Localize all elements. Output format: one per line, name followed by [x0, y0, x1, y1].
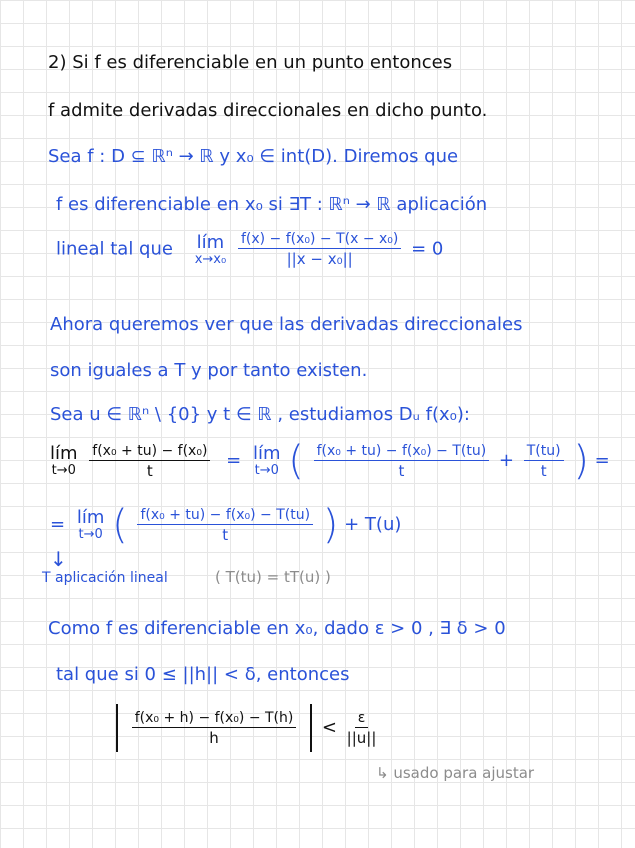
remainder-quotient [137, 506, 313, 545]
limit-simplified-line: = lím t→0 ( $\frac{\text{f(x₀ + tu) − f(x₀) − T(tu)}}{t}$ ) + T(u) [50, 502, 402, 548]
abs-bar-right [310, 704, 312, 752]
differentiability-line-1: Como f es diferenciable en x₀, dado ε > 0 , ∃ δ > 0 [48, 618, 506, 639]
abs-bar-left [116, 704, 118, 752]
less-than-sign: < [321, 717, 337, 738]
equals-sign: = [50, 514, 66, 535]
fraction-numerator: f(x₀ + tu) − f(x₀) [89, 442, 210, 461]
limit-label: lím [196, 231, 225, 253]
inequality-line [112, 704, 380, 752]
fraction-denominator: t [222, 525, 229, 544]
limit-subscript: t→0 [78, 527, 103, 542]
fraction-denominator: ||u|| [346, 728, 377, 747]
statement-line-1: 2) Si f es diferenciable en un punto entonces [48, 52, 453, 73]
definition-limit-line [56, 230, 443, 269]
definition-line-1: Sea f : D ⊆ ℝⁿ → ℝ y x₀ ∈ int(D). Diremos que [48, 146, 459, 167]
definition-line-2: f es diferenciable en x₀ si ∃T : ℝⁿ → ℝ aplicación [56, 194, 488, 215]
fraction-denominator: t [398, 461, 405, 480]
equals-zero: = 0 [411, 238, 444, 260]
limit-operator [253, 444, 281, 478]
remainder-quotient [314, 442, 490, 481]
limit-subscript: x→x₀ [194, 251, 227, 267]
linear-term-quotient [524, 442, 564, 481]
inequality-lhs [132, 709, 297, 748]
linear-term: + T(u) [344, 514, 402, 535]
limit-operator [195, 233, 227, 267]
adjustment-note: ↳ usado para ajustar [376, 764, 535, 782]
definition-prefix: lineal tal que [56, 238, 173, 260]
fraction-denominator: t [146, 461, 153, 480]
fraction-numerator: f(x₀ + h) − f(x₀) − T(h) [132, 709, 297, 728]
limit-subscript: t→0 [254, 463, 279, 478]
goal-line-2: son iguales a T y por tanto existen. [50, 360, 368, 381]
equals-sign: = [226, 450, 242, 471]
down-arrow-icon: ↓ [50, 547, 67, 571]
fraction-numerator: T(tu) [524, 442, 564, 461]
limit-label: lím [50, 443, 78, 464]
fraction-denominator: h [209, 728, 219, 747]
definition-fraction [238, 230, 401, 269]
fraction-denominator: t [540, 461, 547, 480]
fraction-numerator: f(x₀ + tu) − f(x₀) − T(tu) [314, 442, 490, 461]
linearity-identity: ( T(tu) = tT(u) ) [215, 568, 331, 586]
equals-sign: = [594, 450, 610, 471]
goal-line-1: Ahora queremos ver que las derivadas direccionales [50, 314, 523, 335]
fraction-numerator: f(x₀ + tu) − f(x₀) − T(tu) [137, 506, 313, 525]
differentiability-line-2: tal que si 0 ≤ ||h|| < δ, entonces [56, 664, 350, 685]
limit-label: lím [76, 507, 105, 528]
study-line: Sea u ∈ ℝⁿ \ {0} y t ∈ ℝ , estudiamos Dᵤ f(x₀): [50, 404, 470, 425]
limit-expansion-line: lím t→0 $\frac{\text{f(x₀ + tu) − f(x₀)}}{t}$ = lím t→0 ( $\frac{\text{f(x₀ + tu) − f(x₀) − T(tu)}}{t}$ + $\frac{T(tu)}{t}$ ) = [50, 438, 610, 484]
linearity-note: T aplicación lineal [42, 570, 168, 586]
difference-quotient [89, 442, 210, 481]
inequality-rhs [347, 709, 377, 748]
fraction-denominator: ||x − x₀|| [286, 250, 353, 268]
limit-operator [77, 508, 105, 542]
plus-sign: + [498, 450, 515, 471]
statement-line-2: f admite derivadas direccionales en dicho punto. [48, 100, 488, 121]
limit-operator [50, 444, 78, 478]
limit-subscript: t→0 [51, 463, 76, 478]
fraction-numerator: ε [355, 709, 369, 728]
limit-label: lím [252, 443, 281, 464]
fraction-numerator: f(x) − f(x₀) − T(x − x₀) [238, 230, 401, 249]
